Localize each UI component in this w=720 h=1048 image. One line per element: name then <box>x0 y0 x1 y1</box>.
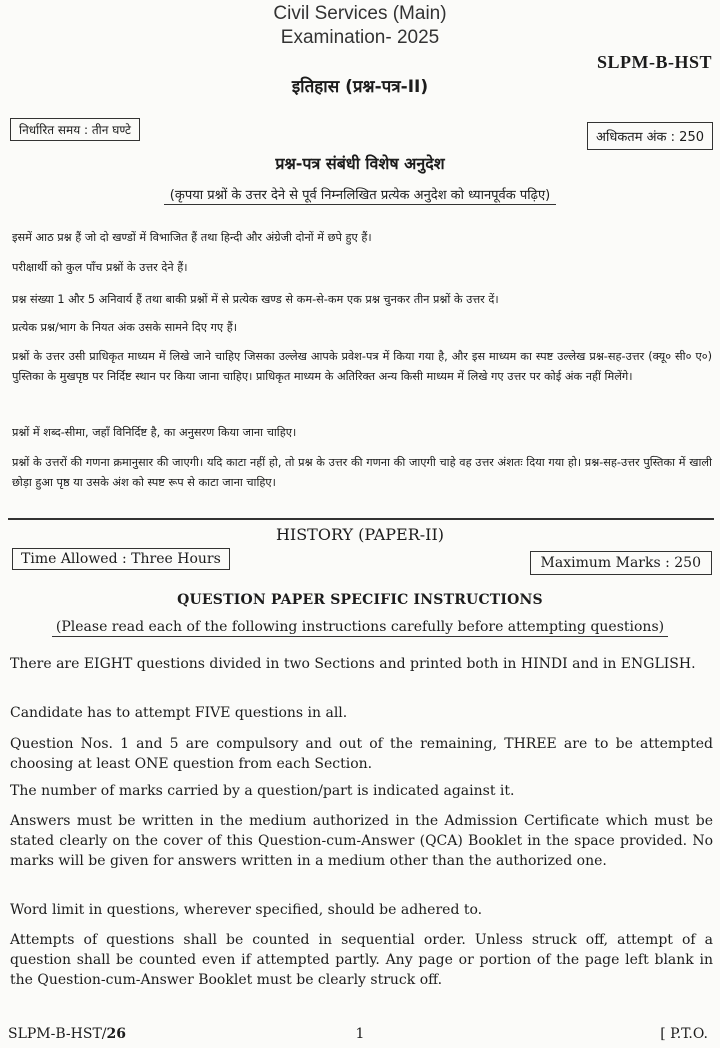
english-instruction-6: Word limit in questions, wherever specified, should be adhered to. <box>10 902 483 918</box>
exam-title <box>0 2 720 50</box>
hindi-instruction-5: प्रश्नों के उत्तर उसी प्राधिकृत माध्यम में लिखे जाने चाहिए जिसका उल्लेख आपके प्रवेश-पत्र में किया गया है, और इस माध्यम का स्पष्ट उल्लेख प्रश्न-सह-उत्तर (क्यू० सी० ए०) पुस्तिका के मुखपृष्ठ पर निर्दिष्ट स्थान पर किया जाना चाहिए। प्राधिकृत माध्यम के अतिरिक्त अन्य किसी माध्यम में लिखे गए उत्तर पर कोई अंक नहीं मिलेंगे। <box>12 350 712 383</box>
hindi-instruction-2: परीक्षार्थी को कुल पाँच प्रश्नों के उत्तर देने हैं। <box>12 261 188 274</box>
english-instruction-7: Attempts of questions shall be counted in sequential order. Unless struck off, attempt of a question shall be counted even if attempted partly. Any page or portion of the page left blank in the Question-cum-Answer Booklet must be clearly struck off. <box>10 932 713 988</box>
section-divider <box>8 518 714 520</box>
english-instructions-subheading <box>0 619 720 635</box>
exam-title-line2: Examination- 2025 <box>280 27 440 48</box>
paper-code: SLPM-B-HST <box>596 52 712 72</box>
english-instructions-heading: QUESTION PAPER SPECIFIC INSTRUCTIONS <box>177 592 543 608</box>
english-instruction-4: The number of marks carried by a question/part is indicated against it. <box>10 783 515 799</box>
hindi-subject-title: इतिहास (प्रश्न-पत्र-II) <box>291 77 429 97</box>
english-instruction-2: Candidate has to attempt FIVE questions in all. <box>10 705 348 721</box>
footer-page-number: 1 <box>355 1026 365 1042</box>
hindi-instructions-heading: प्रश्न-पत्र संबंधी विशेष अनुदेश <box>275 154 445 173</box>
english-max-marks: Maximum Marks : 250 <box>530 551 712 575</box>
english-subject-title: HISTORY (PAPER-II) <box>275 525 445 544</box>
english-time-allowed: Time Allowed : Three Hours <box>12 548 230 570</box>
english-instruction-3: Question Nos. 1 and 5 are compulsory and out of the remaining, THREE are to be attempted choosing at least ONE question from each Section. <box>10 736 713 772</box>
english-subheading-text: (Please read each of the following instructions carefully before attempting questions) <box>52 619 668 637</box>
hindi-subheading-text: (कृपया प्रश्नों के उत्तर देने से पूर्व निम्नलिखित प्रत्येक अनुदेश को ध्यानपूर्वक पढ़िए) <box>164 188 556 205</box>
hindi-max-marks: अधिकतम अंक : 250 <box>587 122 713 150</box>
footer-pto: [ P.T.O. <box>660 1026 708 1042</box>
footer-code-prefix: SLPM-B-HST/ <box>8 1026 107 1042</box>
hindi-instruction-6: प्रश्नों में शब्द-सीमा, जहाँ विनिर्दिष्ट है, का अनुसरण किया जाना चाहिए। <box>12 426 297 439</box>
hindi-instruction-4: प्रत्येक प्रश्न/भाग के नियत अंक उसके सामने दिए गए हैं। <box>12 321 238 334</box>
hindi-instruction-1: इसमें आठ प्रश्न हैं जो दो खण्डों में विभाजित हैं तथा हिन्दी और अंग्रेजी दोनों में छपे हुए हैं। <box>12 231 372 244</box>
hindi-time-allowed: निर्धारित समय : तीन घण्टे <box>10 118 140 141</box>
hindi-instructions-subheading <box>0 185 720 203</box>
english-instruction-1: There are EIGHT questions divided in two Sections and printed both in HINDI and in ENGLISH. <box>10 656 696 672</box>
hindi-instruction-7: प्रश्नों के उत्तरों की गणना क्रमानुसार की जाएगी। यदि काटा नहीं हो, तो प्रश्न के उत्तर की गणना की जाएगी चाहे वह उत्तर अंशतः दिया गया हो। प्रश्न-सह-उत्तर पुस्तिका में खाली छोड़ा हुआ पृष्ठ या उसके अंश को स्पष्ट रूप से काटा जाना चाहिए। <box>12 456 712 489</box>
english-instruction-5: Answers must be written in the medium authorized in the Admission Certificate which must be stated clearly on the cover of this Question-cum-Answer (QCA) Booklet in the space provided. No marks will be given for answers written in a medium other than the authorized one. <box>10 813 713 869</box>
hindi-instruction-3: प्रश्न संख्या 1 और 5 अनिवार्य हैं तथा बाकी प्रश्नों में से प्रत्येक खण्ड से कम-से-कम एक प्रश्न चुनकर तीन प्रश्नों के उत्तर दें। <box>12 293 499 306</box>
footer-code-suffix: 26 <box>106 1026 126 1042</box>
exam-title-line1: Civil Services (Main) <box>273 3 447 24</box>
